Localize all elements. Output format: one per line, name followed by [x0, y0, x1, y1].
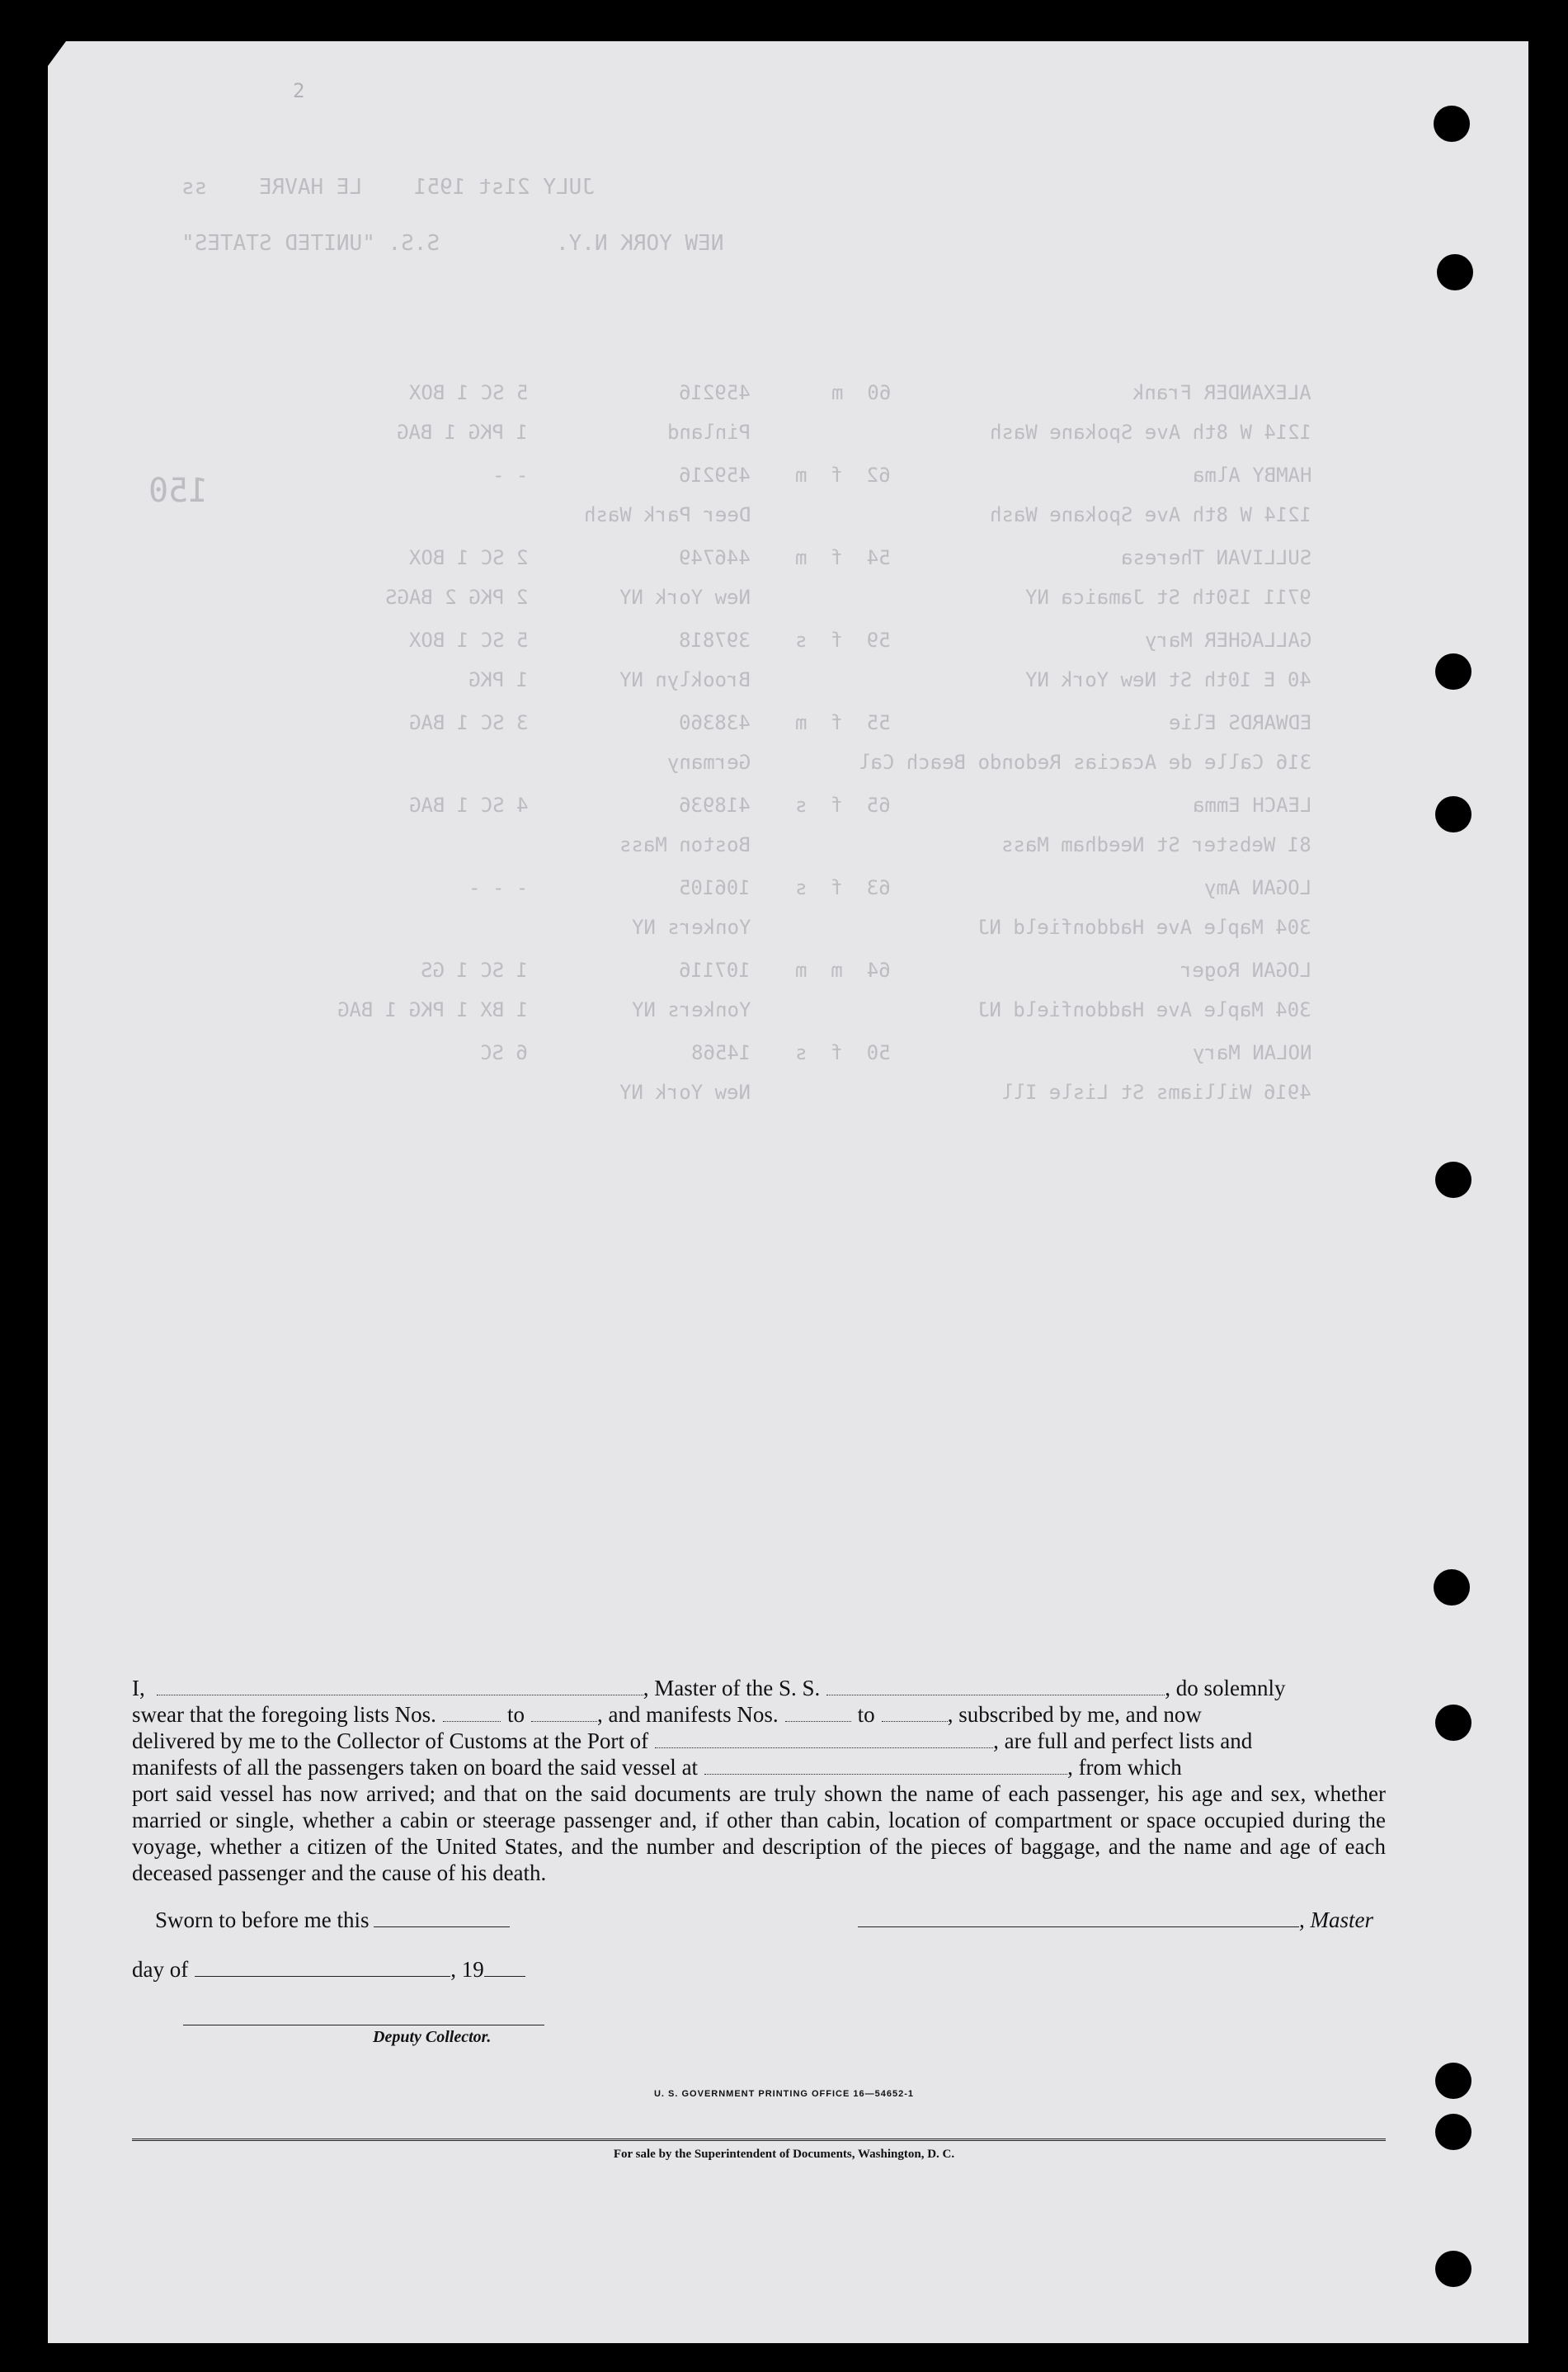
day-of-label: day of: [132, 1957, 189, 1982]
day-of-row: [132, 1957, 525, 1983]
bleed-cell: 1 PKG 1 BAG: [397, 421, 528, 444]
bleed-cell: 4 SC 1 BAG: [408, 794, 528, 817]
bleed-cell: 2 PKG 2 BAGS: [384, 586, 528, 609]
oath-text: delivered by me to the Collector of Customs at the Port of: [132, 1728, 649, 1753]
bleed-cell: 81 Webster St Needham Mass: [1001, 833, 1311, 856]
bleed-cell: 4916 Williams St Lisle Ill: [1001, 1081, 1311, 1104]
bleed-cell: Pinland: [666, 421, 751, 444]
deputy-collector-label: Deputy Collector.: [373, 2028, 492, 2046]
bleed-cell: 304 Maple Ave Haddonfield NJ: [977, 916, 1311, 939]
punch-hole: [1435, 1162, 1471, 1198]
list-to-field[interactable]: [531, 1703, 597, 1722]
master-signature-row: [858, 1908, 1373, 1933]
bleed-cell: 1214 W 8th Ave Spokane Wash: [989, 421, 1311, 444]
bleed-cell: 1214 W 8th Ave Spokane Wash: [989, 503, 1311, 526]
punch-hole: [1435, 796, 1471, 832]
bleed-cell: 106105: [679, 876, 751, 899]
bleed-cell: LOGAN Amy: [1203, 876, 1311, 899]
year-label: , 19: [450, 1957, 484, 1982]
bleed-cell: 2 SC 1 BOX: [408, 546, 528, 569]
bleed-cell: 438360: [679, 711, 751, 734]
for-sale-notice: For sale by the Superintendent of Documents, Washington, D. C.: [613, 2148, 955, 2161]
bleed-cell: 107116: [679, 959, 751, 982]
bleed-marginal-number: 150: [148, 472, 209, 510]
bleed-cell: Deer Park Wash: [583, 503, 751, 526]
bleed-cell: 14568: [690, 1041, 751, 1064]
oath-text: I,: [132, 1676, 145, 1700]
bleed-cell: 63 f s: [795, 876, 891, 899]
bleed-cell: 1 SC 1 GS: [420, 959, 528, 982]
bleed-cell: 64 m m: [795, 959, 891, 982]
bleed-cell: 3 SC 1 BAG: [408, 711, 528, 734]
bleed-cell: 62 f m: [795, 464, 891, 487]
punch-hole: [1434, 106, 1470, 142]
punch-hole: [1435, 1705, 1471, 1741]
ship-field[interactable]: [826, 1676, 1165, 1695]
list-from-field[interactable]: [443, 1703, 501, 1722]
oath-text: swear that the foregoing lists Nos.: [132, 1702, 436, 1727]
bleed-cell: 59 f s: [795, 629, 891, 652]
master-label: , Master: [1299, 1908, 1373, 1932]
bleed-cell: NOLAN Mary: [1192, 1041, 1311, 1064]
bleed-cell: 5 SC 1 BOX: [408, 629, 528, 652]
bleed-cell: 55 f m: [795, 711, 891, 734]
oath-text: manifests of all the passengers taken on board the said vessel at: [132, 1755, 699, 1780]
sworn-date-field[interactable]: [374, 1908, 510, 1927]
bleed-cell: 418936: [679, 794, 751, 817]
oath-text: , Master of the S. S.: [643, 1676, 821, 1700]
manifest-to-field[interactable]: [882, 1703, 948, 1722]
name-field[interactable]: [157, 1676, 643, 1695]
bleed-cell: 446749: [679, 546, 751, 569]
bleed-cell: New York NY: [619, 586, 751, 609]
oath-text: , do solemnly: [1165, 1676, 1286, 1700]
bleed-cell: ALEXANDER Frank: [1132, 381, 1311, 404]
master-signature-field[interactable]: [858, 1908, 1299, 1927]
punch-hole: [1437, 254, 1473, 290]
bleed-cell: New York NY: [619, 1081, 751, 1104]
bleed-cell: 459216: [679, 464, 751, 487]
oath-text: , from which: [1067, 1755, 1182, 1780]
bleed-cell: LOGAN Roger: [1180, 959, 1311, 982]
bleed-cell: SULLIVAN Theresa: [1120, 546, 1311, 569]
bleed-cell: 50 f s: [795, 1041, 891, 1064]
punch-hole: [1434, 1569, 1470, 1606]
bleed-cell: Boston Mass: [619, 833, 751, 856]
bleed-cell: 316 Calle de Acacias Redondo Beach Cal: [858, 751, 1311, 774]
bleed-cell: 6 SC: [480, 1041, 528, 1064]
oath-text: to: [857, 1702, 875, 1727]
bleed-cell: Brooklyn NY: [619, 668, 751, 691]
bleed-cell: 1 BX 1 PKG 1 BAG: [337, 998, 528, 1021]
year-field[interactable]: [484, 1958, 525, 1977]
manifest-from-field[interactable]: [785, 1703, 851, 1722]
bleed-cell: EDWARDS Elie: [1168, 711, 1311, 734]
bleed-cell: 304 Maple Ave Haddonfield NJ: [977, 998, 1311, 1021]
oath-body: port said vessel has now arrived; and that on the said documents are truly shown the name of each passenger, his age and sex, whether married or single, whether a cabin or steerage passenger and, if other than cabin, location of compartment or space occupied during the voyage, whether a citizen of the United States, and the number and description of the pieces of baggage, and the name and age of each deceased passenger and the cause of his death.: [132, 1781, 1386, 1885]
bleed-cell: LEACH Emma: [1192, 794, 1311, 817]
page-number: 2: [293, 79, 305, 102]
bleed-cell: 1 PKG: [468, 668, 528, 691]
bleed-cell: 60 m: [831, 381, 891, 404]
bleed-header-line-2: NEW YORK N.Y. S.S. "UNITED STATES": [181, 231, 724, 256]
bleed-cell: 5 SC 1 BOX: [408, 381, 528, 404]
port-field[interactable]: [655, 1729, 993, 1748]
footer-rule: [132, 2139, 1386, 2141]
bleed-cell: 65 f s: [795, 794, 891, 817]
oath-text: , are full and perfect lists and: [993, 1728, 1253, 1753]
bleed-cell: 40 E 10th St New York NY: [1025, 668, 1311, 691]
bleed-cell: HAMBY Alma: [1192, 464, 1311, 487]
bleed-cell: - -: [492, 464, 528, 487]
bleed-cell: 459216: [679, 381, 751, 404]
bleed-cell: - - -: [468, 876, 528, 899]
punch-hole: [1435, 2251, 1471, 2287]
sworn-row: [155, 1908, 510, 1933]
bleed-cell: Germany: [666, 751, 751, 774]
gpo-imprint: U. S. GOVERNMENT PRINTING OFFICE 16—54652-1: [653, 2089, 914, 2099]
oath-text: , subscribed by me, and now: [947, 1702, 1202, 1727]
day-month-field[interactable]: [195, 1958, 450, 1977]
bleed-cell: Yonkers NY: [631, 998, 751, 1021]
bleed-header-line-1: JULY 21st 1951 LE HAVRE ss: [181, 175, 595, 200]
bleed-cell: Yonkers NY: [631, 916, 751, 939]
bleed-cell: 54 f m: [795, 546, 891, 569]
oath-paragraph: [132, 1675, 1386, 1886]
sworn-label: Sworn to before me this: [155, 1908, 370, 1932]
oath-text: , and manifests Nos.: [596, 1702, 779, 1727]
departure-port-field[interactable]: [704, 1756, 1067, 1775]
punch-hole: [1435, 653, 1471, 690]
oath-text: to: [506, 1702, 525, 1727]
bleed-cell: 397818: [679, 629, 751, 652]
bleed-cell: 9711 150th St Jamaica NY: [1025, 586, 1311, 609]
punch-hole: [1435, 2114, 1471, 2150]
bleed-cell: GALLAGHER Mary: [1144, 629, 1311, 652]
